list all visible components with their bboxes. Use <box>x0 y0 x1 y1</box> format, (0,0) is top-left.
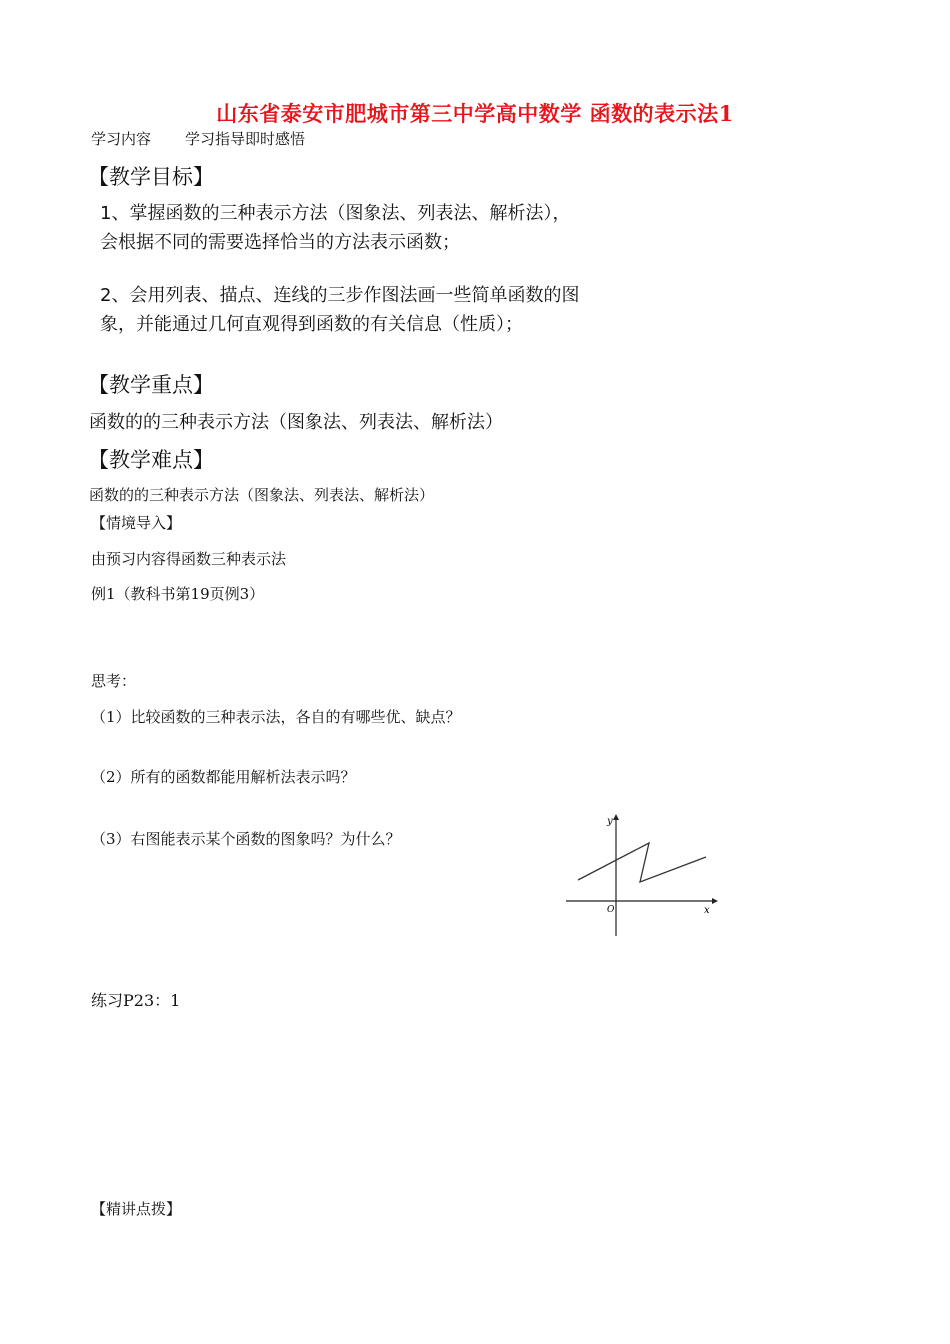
objective-2-line-1: 2、会用列表、描点、连线的三步作图法画一些简单函数的图 <box>100 285 580 306</box>
thinking-label: 思考： <box>91 672 137 690</box>
y-axis-label: y <box>607 816 613 827</box>
intro-heading: 【情境导入】 <box>91 514 182 532</box>
x-axis-arrow <box>712 898 718 904</box>
objective-1-line-2: 会根据不同的需要选择恰当的方法表示函数； <box>100 232 460 253</box>
exercise-text: 练习P23：1 <box>91 991 181 1010</box>
example-text: 例1（教科书第19页例3） <box>91 585 265 603</box>
y-axis-arrow <box>613 814 619 820</box>
question-3: （3）右图能表示某个函数的图象吗？为什么？ <box>91 830 401 848</box>
document-title: 山东省泰安市肥城市第三中学高中数学 函数的表示法1 <box>216 101 734 126</box>
objective-1-line-1: 1、掌握函数的三种表示方法（图象法、列表法、解析法）， <box>100 203 571 224</box>
intro-text: 由预习内容得函数三种表示法 <box>91 550 287 568</box>
column-header-content: 学习内容 <box>91 130 152 148</box>
objective-2-line-2: 象，并能通过几何直观得到函数的有关信息（性质）； <box>100 314 523 335</box>
column-headers <box>91 128 305 149</box>
difficulties-heading: 【教学难点】 <box>88 448 214 472</box>
origin-label: O <box>607 905 615 915</box>
explain-heading: 【精讲点拨】 <box>91 1200 182 1218</box>
question-1: （1）比较函数的三种表示法，各自的有哪些优、缺点？ <box>91 708 461 726</box>
key-points-heading: 【教学重点】 <box>88 373 214 397</box>
question-2: （2）所有的函数都能用解析法表示吗？ <box>91 768 356 786</box>
objectives-heading: 【教学目标】 <box>88 165 214 189</box>
column-header-guidance: 学习指导即时感悟 <box>185 130 306 148</box>
graph-curve <box>578 843 706 882</box>
difficulties-text: 函数的的三种表示方法（图象法、列表法、解析法） <box>89 486 435 504</box>
function-graph-figure <box>560 812 720 940</box>
x-axis-label: x <box>704 905 710 916</box>
key-points-text: 函数的的三种表示方法（图象法、列表法、解析法） <box>89 412 503 433</box>
